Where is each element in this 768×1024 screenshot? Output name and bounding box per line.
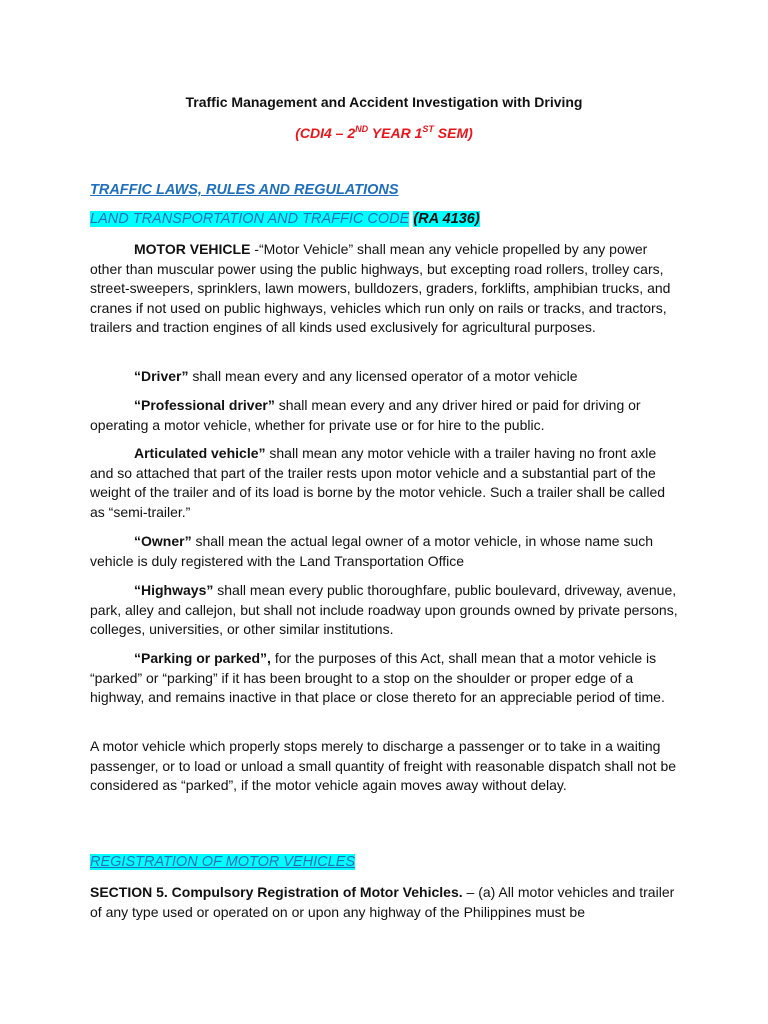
heading-land-transportation-code [90, 209, 480, 229]
definition-text: shall mean every and any licensed operator of a motor vehicle [188, 368, 578, 384]
document-subtitle [0, 124, 768, 142]
subtitle-suffix: SEM) [433, 125, 473, 141]
section-5-label: SECTION 5. Compulsory Registration of Motor Vehicles. [90, 884, 463, 900]
definition-term: MOTOR VEHICLE [134, 241, 251, 257]
heading-land-transportation-text: LAND TRANSPORTATION AND TRAFFIC CODE [90, 211, 410, 227]
definition-professional-driver [90, 396, 682, 435]
heading-ra-code: (RA 4136) [413, 211, 480, 227]
definition-text: for the purposes of this Act, shall mean that a motor vehicle is “parked” or “parking” if it has been brought to a stop on the shoulder or proper edge of a highway, and remains inactive in that place or close thereto for an appreciable period of time. [90, 650, 665, 706]
definition-owner [90, 532, 682, 571]
definition-term: “Owner” [134, 533, 192, 549]
definition-text: shall mean any motor vehicle with a trailer having no front axle and so attached that part of the trailer rests upon motor vehicle and a substantial part of the weight of the trailer and of its load is borne by the motor vehicle. Such a trailer shall be called as “semi-trailer.” [90, 445, 666, 520]
document-title: Traffic Management and Accident Investigation with Driving [185, 94, 583, 110]
subtitle-mid: YEAR 1 [368, 125, 423, 141]
parked-note-paragraph: A motor vehicle which properly stops merely to discharge a passenger or to take in a waiting passenger, or to load or unload a small quantity of freight with reasonable dispatch shall not be considered as “parked”, if the motor vehicle again moves away without delay. [90, 738, 677, 794]
definition-term: “Parking or parked”, [134, 650, 271, 666]
section-5-paragraph [90, 883, 682, 922]
definition-text: -“Motor Vehicle” shall mean any vehicle propelled by any power other than muscular power using the public highways, but excepting road rollers, trolley cars, street-sweepers, sprinklers, lawn mowers, bulldozers, graders, forklifts, amphibian trucks, and cranes if not used on public highways, vehicles which run only on rails or tracks, and tractors, trailers and traction engines of all kinds used exclusively for agricultural purposes. [90, 241, 671, 336]
subtitle-sup-nd: ND [355, 124, 369, 134]
definition-term: “Driver” [134, 368, 189, 384]
definition-text: shall mean the actual legal owner of a motor vehicle, in whose name such vehicle is duly registered with the Land Transportation Office [90, 533, 654, 569]
definition-parking [90, 649, 682, 708]
definition-text: shall mean every and any driver hired or paid for driving or operating a motor vehicle, whether for private use or for hire to the public. [90, 397, 641, 433]
heading-traffic-laws: TRAFFIC LAWS, RULES AND REGULATIONS [90, 182, 399, 198]
subtitle-prefix: (CDI4 – 2 [295, 125, 356, 141]
definition-term: “Highways” [134, 582, 214, 598]
heading-registration-text: REGISTRATION OF MOTOR VEHICLES [90, 854, 356, 870]
definition-term: “Professional driver” [134, 397, 275, 413]
definition-articulated-vehicle [90, 444, 682, 522]
definition-highways [90, 581, 682, 640]
heading-registration [90, 852, 355, 872]
definition-term: Articulated vehicle” [134, 445, 266, 461]
section-5-text: – (a) All motor vehicles and trailer of any type used or operated on or upon any highway of the Philippines must be [90, 884, 675, 920]
subtitle-sup-st: ST [422, 124, 434, 134]
definition-motor-vehicle [90, 240, 682, 338]
definition-text: shall mean every public thoroughfare, public boulevard, driveway, avenue, park, alley and callejon, but shall not include roadway upon grounds owned by private persons, colleges, universities, or other similar institutions. [90, 582, 678, 638]
definition-driver [90, 367, 682, 387]
